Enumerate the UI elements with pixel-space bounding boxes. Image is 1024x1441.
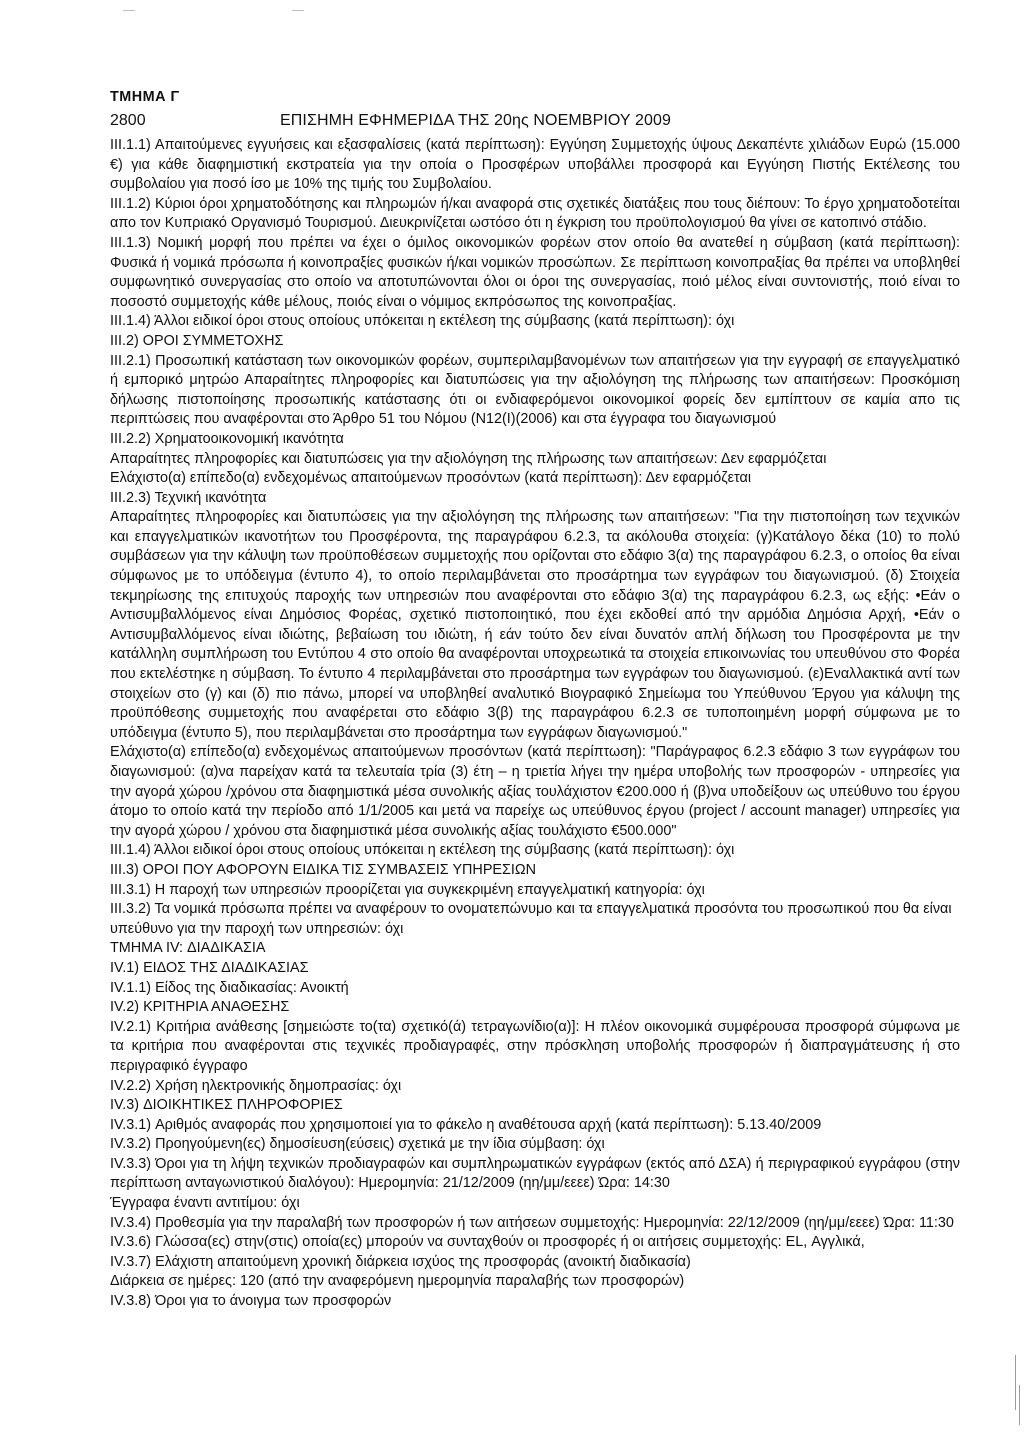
section-heading: ΙV.3) ΔΙΟΙΚΗΤΙΚΕΣ ΠΛΗΡΟΦΟΡΙΕΣ [110, 1097, 343, 1114]
paragraph: ΙV.3.2) Προηγούμενη(ες) δημοσίευση(εύσεις) σχετικά με την ίδια σύμβαση: όχι [110, 1136, 605, 1153]
section-label: ΤΜΗΜΑ Γ [110, 88, 180, 105]
paragraph: ΙΙΙ.3.1) Η παροχή των υπηρεσιών προορίζεται για συγκεκριμένη επαγγελματική κατηγορία: όχι [110, 881, 705, 898]
header-row [110, 111, 970, 131]
paragraph: ΙV.3.4) Προθεσμία για την παραλαβή των προσφορών ή των αιτήσεων συμμετοχής: Ημερομηνία: 22/12/2009 (ηη/μμ/εεεε) Ώρα: 11:30 [110, 1214, 954, 1231]
section-heading: ΙΙΙ.2.2) Χρηματοοικονομική ικανότητα [110, 430, 344, 447]
paragraph: Έγγραφα έναντι αντιτίμου: όχι [110, 1195, 300, 1212]
paragraph: ΙV.3.3) Όροι για τη λήψη τεχνικών προδιαγραφών και συμπληρωματικών εγγράφων (εκτός από ΔΣΑ) ή περιγραφικού εγγράφου (στην περίπτωση ανταγωνιστικού διαλόγου): Ημερομηνία: 21/12/2009 (ηη/μμ/εεεε) Ώρα: 14:30 [110, 1155, 960, 1192]
section-heading: ΙΙΙ.3) ΟΡΟΙ ΠΟΥ ΑΦΟΡΟΥΝ ΕΙΔΙΚΑ ΤΙΣ ΣΥΜΒΑΣΕΙΣ ΥΠΗΡΕΣΙΩΝ [110, 861, 537, 878]
section-heading: ΙV.2) ΚΡΙΤΗΡΙΑ ΑΝΑΘΕΣΗΣ [110, 999, 290, 1016]
paragraph: Απαραίτητες πληροφορίες και διατυπώσεις για την αξιολόγηση της πλήρωσης των απαιτήσεων: Δεν εφαρμόζεται [110, 450, 827, 467]
page-header [110, 89, 970, 131]
scan-artifact-mark [292, 10, 304, 11]
paragraph: Ελάχιστο(α) επίπεδο(α) ενδεχομένως απαιτούμενων προσόντων (κατά περίπτωση): "Παράγραφος 6.2.3 εδάφιο 3 των εγγράφων του διαγωνισμού: (α)να παρείχαν κατά τα τελευταία τρία (3) έτη – η τριετία λήγει την ημέρα υποβολής των προσφορών - υπηρεσίες για την αγορά χώρου /χρόνου στα διαφημιστικά μέσα συνολικής αξίας τουλάχιστον €200.000 ή (β)να υποδείξουν ως υπεύθυνο του έργου άτομο το οποίο κατά την περίοδο από 1/1/2005 και μετά να παρείχε ως υπεύθυνος έργου (project / account manager) υπηρεσίες για την αγορά χώρου / χρόνου στα διαφημιστικά μέσα συνολικής αξίας τουλάχιστο €500.000" [110, 744, 960, 839]
section-heading: ΙΙΙ.2.3) Τεχνική ικανότητα [110, 489, 267, 506]
paragraph: ΙV.3.1) Αριθμός αναφοράς που χρησιμοποιεί για το φάκελο η αναθέτουσα αρχή (κατά περίπτωση): 5.13.40/2009 [110, 1116, 822, 1133]
paragraph: ΙΙΙ.2.1) Προσωπική κατάσταση των οικονομικών φορέων, συμπεριλαμβανομένων των απαιτήσεων για την εγγραφή σε επαγγελματικό ή εμπορικό μητρώο Απαραίτητες πληροφορίες και διατυπώσεις για την αξιολόγηση της πλήρωσης των απαιτήσεων: Προσκόμιση δήλωσης πιστοποίησης προσωπικής κατάστασης ότι οι ενδιαφερόμενοι οικονομικοί φορείς δεν εμπίπτουν σε καμία απο τις περιπτώσεις που αναφέρονται στο Άρθρο 51 του Νόμου (Ν12(Ι)(2006) και στα έγγραφα του διαγωνισμού [110, 352, 960, 428]
scan-artifact-mark [123, 10, 135, 11]
section-heading: ΤΜΗΜΑ IV: ΔΙΑΔΙΚΑΣΙΑ [110, 940, 266, 957]
paragraph: Απαραίτητες πληροφορίες και διατυπώσεις για την αξιολόγηση της πλήρωσης των απαιτήσεων: "Για την πιστοποίηση των τεχνικών και επαγγελματικών ικανοτήτων του Προσφέροντα, της παραγράφου 6.2.3, τα ακόλουθα στοιχεία: (γ)Κατάλογο δέκα (10) το πολύ συμβάσεων για την κάλυψη των προϋποθέσεων συμμετοχής που ορίζονται στο εδάφιο 3(α) της παραγράφου 6.2.3, ο οποίος θα είναι σύμφωνος με το υπόδειγμα (έντυπο 4), το οποίο περιλαμβάνεται στο προσάρτημα των εγγράφων του διαγωνισμού. (δ) Στοιχεία τεκμηρίωσης της επιτυχούς παροχής των υπηρεσιών που αναφέρονται στο εδάφιο 3(α) της παραγράφου 6.2.3, ως εξής: •Εάν ο Αντισυμβαλλόμενος είναι Δημόσιος Φορέας, σχετικό πιστοποιητικό, που έχει εκδοθεί από την αρμόδια Δημόσια Αρχή, •Εάν ο Αντισυμβαλλόμενος είναι ιδιώτης, βεβαίωση του ιδιώτη, ή εάν τούτο δεν είναι δυνατόν απλή δήλωση του Προσφέροντα με την κατάλληλη συμπλήρωση του Εντύπου 4 στο οποίο θα αναφέρονται υποχρεωτικά τα στοιχεία επικοινωνίας του υπευθύνου στο Φορέα που εκτελέστηκε η σύμβαση. Το έντυπο 4 περιλαμβάνεται στο προσάρτημα των εγγράφων του διαγωνισμού. (ε)Εναλλακτικά αντί των στοιχείων στο (γ) και (δ) πιο πάνω, μπορεί να υποβληθεί αναλυτικό Βιογραφικό Σημείωμα του Υπεύθυνου Έργου για κάλυψη της προϋπόθεσης συμμετοχής που αναφέρεται στο εδάφιο 3(β) της παραγράφου 6.2.3 σε τυποποιημένη μορφή σύμφωνα με το υπόδειγμα (έντυπο 5), που περιλαμβάνεται στο προσάρτημα των εγγράφων διαγωνισμού." [110, 509, 960, 741]
paragraph: ΙΙΙ.1.4) Άλλοι ειδικοί όροι στους οποίους υπόκειται η εκτέλεση της σύμβασης (κατά περίπτωση): όχι [110, 842, 735, 859]
paragraph: ΙV.2.2) Χρήση ηλεκτρονικής δημοπρασίας: όχι [110, 1077, 402, 1094]
running-title: ΕΠΙΣΗΜΗ ΕΦΗΜΕΡΙΔΑ ΤΗΣ 20ης ΝΟΕΜΒΡΙΟΥ 2009 [280, 112, 671, 129]
section-heading: ΙV.1) ΕΙΔΟΣ ΤΗΣ ΔΙΑΔΙΚΑΣΙΑΣ [110, 959, 309, 976]
paragraph: ΙΙΙ.1.3) Νομική μορφή που πρέπει να έχει ο όμιλος οικονομικών φορέων στον οποίο θα ανατεθεί η σύμβαση (κατά περίπτωση): Φυσικά ή νομικά πρόσωπα ή κοινοπραξίες φυσικών ή/και νομικών προσώπων. Σε περίπτωση κοινοπραξίας θα πρέπει να υποβληθεί συμφωνητικό συνεργασίας στο οποίο να αποτυπώνονται όλοι οι όροι της συνεργασίας, ποιό μέλος είναι συντονιστής, ποιό είναι το ποσοστό συμμετοχής κάθε μέλους, ποιός είναι ο νόμιμος εκπρόσωπος της κοινοπραξίας. [110, 234, 960, 310]
paragraph: ΙΙΙ.3.2) Τα νομικά πρόσωπα πρέπει να αναφέρουν το ονοματεπώνυμο και τα επαγγελματικά προσόντα του προσωπικού που θα είναι υπεύθυνο για την παροχή των υπηρεσιών: όχι [110, 901, 952, 937]
paragraph: ΙΙΙ.1.1) Απαιτούμενες εγγυήσεις και εξασφαλίσεις (κατά περίπτωση): Εγγύηση Συμμετοχής ύψους Δεκαπέντε χιλιάδων Ευρώ (15.000 €) για κάθε διαφημιστική εκστρατεία για την οποία ο Προσφέρων υποβάλλει προσφορά και Εγγύηση Πιστής Εκτέλεσης του συμβολαίου για ποσό ίσο με 10% της τιμής του Συμβολαίου. [110, 137, 960, 193]
paragraph: Ελάχιστο(α) επίπεδο(α) ενδεχομένως απαιτούμενων προσόντων (κατά περίπτωση): Δεν εφαρμόζεται [110, 470, 752, 487]
paragraph: ΙΙΙ.1.2) Κύριοι όροι χρηματοδότησης και πληρωμών ή/και αναφορά στις σχετικές διατάξεις που τους διέπουν: Το έργο χρηματοδοτείται απο τον Κυπριακό Οργανισμό Τουρισμού. Διευκρινίζεται ωστόσο ότι η έγκριση του προϋπολογισμού θα γίνει σε κατοπινό στάδιο. [110, 195, 960, 232]
section-heading: ΙΙΙ.2) ΟΡΟΙ ΣΥΜΜΕΤΟΧΗΣ [110, 332, 284, 349]
paragraph: ΙV.3.6) Γλώσσα(ες) στην(στις) οποία(ες) μπορούν να συνταχθούν οι προσφορές ή οι αιτήσεις συμμετοχής: EL, Αγγλικά, [110, 1234, 865, 1251]
page-number: 2800 [110, 112, 146, 129]
paragraph: ΙV.3.8) Όροι για το άνοιγμα των προσφορών [110, 1293, 392, 1310]
scan-edge-line [1019, 1385, 1020, 1425]
paragraph: ΙV.2.1) Κριτήρια ανάθεσης [σημειώστε το(τα) σχετικό(ά) τετραγωνίδιο(α)]: Η πλέον οικονομικά συμφέρουσα προσφορά σύμφωνα με τα κριτήρια που αναφέρονται στις τεχνικές προδιαγραφές, στην πρόσκληση υποβολής προσφορών ή διαπραγμάτευσης ή στο περιγραφικό έγγραφο [110, 1018, 960, 1074]
paragraph: ΙV.3.7) Ελάχιστη απαιτούμενη χρονική διάρκεια ισχύος της προσφοράς (ανοικτή διαδικασία) [110, 1253, 691, 1270]
paragraph: Διάρκεια σε ημέρες: 120 (από την αναφερόμενη ημερομηνία παραλαβής των προσφορών) [110, 1273, 685, 1290]
scan-edge-line [1015, 1355, 1016, 1410]
paragraph: ΙV.1.1) Είδος της διαδικασίας: Ανοικτή [110, 979, 349, 996]
paragraph: ΙΙΙ.1.4) Άλλοι ειδικοί όροι στους οποίους υπόκειται η εκτέλεση της σύμβασης (κατά περίπτωση): όχι [110, 313, 735, 330]
document-body [110, 136, 960, 1312]
